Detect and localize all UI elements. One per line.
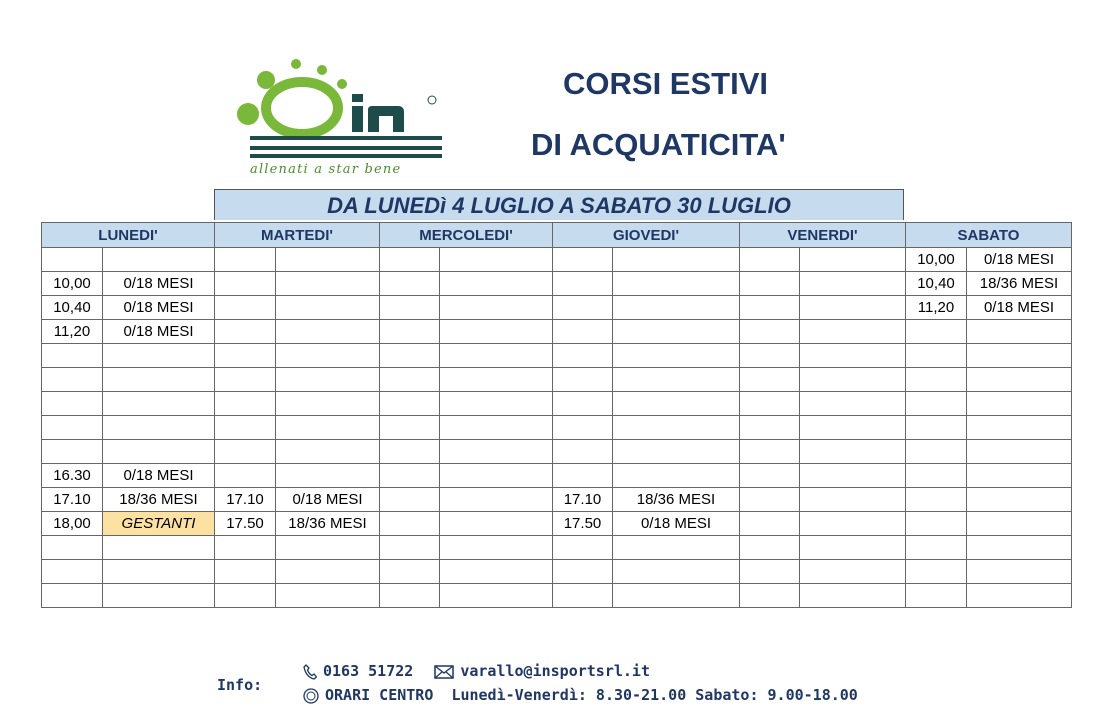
table-row <box>42 584 1072 608</box>
time-cell <box>906 440 967 464</box>
time-cell <box>42 560 103 584</box>
day-header: VENERDI' <box>740 223 906 248</box>
course-cell <box>276 416 380 440</box>
course-cell <box>800 416 906 440</box>
day-header: MERCOLEDI' <box>380 223 553 248</box>
phone-number[interactable]: 0163 51722 <box>323 662 414 680</box>
time-cell <box>380 392 440 416</box>
course-cell <box>276 464 380 488</box>
course-cell <box>276 296 380 320</box>
time-cell <box>553 368 613 392</box>
table-row <box>42 272 1072 296</box>
course-cell <box>276 440 380 464</box>
time-cell <box>42 248 103 272</box>
time-cell: 17.10 <box>215 488 276 512</box>
course-cell: 18/36 MESI <box>103 488 215 512</box>
course-cell <box>613 344 740 368</box>
time-cell <box>740 392 800 416</box>
time-cell <box>740 584 800 608</box>
course-cell: 0/18 MESI <box>103 464 215 488</box>
time-cell <box>740 536 800 560</box>
course-cell <box>103 392 215 416</box>
course-cell <box>440 440 553 464</box>
time-cell <box>215 536 276 560</box>
time-cell <box>740 512 800 536</box>
course-cell <box>440 392 553 416</box>
course-cell <box>800 392 906 416</box>
course-cell <box>440 248 553 272</box>
table-row <box>42 368 1072 392</box>
course-cell <box>440 560 553 584</box>
logo-graphic <box>236 56 448 160</box>
course-cell <box>967 344 1072 368</box>
course-cell <box>800 320 906 344</box>
course-cell <box>613 248 740 272</box>
course-cell: 0/18 MESI <box>967 248 1072 272</box>
time-cell: 17.10 <box>553 488 613 512</box>
time-cell <box>740 296 800 320</box>
time-cell <box>906 416 967 440</box>
time-cell <box>740 320 800 344</box>
time-cell <box>740 272 800 296</box>
course-cell: 18/36 MESI <box>613 488 740 512</box>
time-cell <box>740 440 800 464</box>
hours-line <box>303 686 858 704</box>
course-cell: 0/18 MESI <box>967 296 1072 320</box>
time-cell <box>906 512 967 536</box>
time-cell <box>906 368 967 392</box>
time-cell <box>215 440 276 464</box>
time-cell <box>740 248 800 272</box>
time-cell <box>553 440 613 464</box>
email-address[interactable]: varallo@insportsrl.it <box>460 662 650 680</box>
course-cell <box>103 584 215 608</box>
time-cell <box>42 392 103 416</box>
time-cell <box>906 320 967 344</box>
time-cell: 10,40 <box>42 296 103 320</box>
time-cell: 11,20 <box>42 320 103 344</box>
time-cell <box>553 272 613 296</box>
time-cell <box>380 416 440 440</box>
course-cell <box>800 296 906 320</box>
time-cell <box>380 368 440 392</box>
hours-label: ORARI CENTRO <box>325 686 434 704</box>
time-cell <box>215 344 276 368</box>
course-cell <box>440 368 553 392</box>
time-cell <box>215 248 276 272</box>
course-cell <box>103 440 215 464</box>
time-cell <box>906 560 967 584</box>
time-cell <box>215 272 276 296</box>
course-cell <box>440 416 553 440</box>
course-cell <box>967 488 1072 512</box>
time-cell <box>553 584 613 608</box>
table-row <box>42 440 1072 464</box>
table-row <box>42 488 1072 512</box>
course-cell <box>613 464 740 488</box>
time-cell <box>42 440 103 464</box>
course-cell <box>800 368 906 392</box>
time-cell <box>553 344 613 368</box>
course-cell <box>613 440 740 464</box>
time-cell <box>380 272 440 296</box>
course-cell: 0/18 MESI <box>276 488 380 512</box>
table-row <box>42 392 1072 416</box>
course-cell <box>276 368 380 392</box>
logo-tagline: allenati a star bene <box>250 162 402 177</box>
course-cell <box>967 464 1072 488</box>
time-cell <box>215 392 276 416</box>
course-cell <box>103 416 215 440</box>
time-cell <box>42 416 103 440</box>
course-cell <box>800 440 906 464</box>
course-cell <box>613 560 740 584</box>
course-cell: 18/36 MESI <box>276 512 380 536</box>
time-cell: 16.30 <box>42 464 103 488</box>
time-cell <box>380 584 440 608</box>
course-cell: 0/18 MESI <box>613 512 740 536</box>
course-cell <box>613 416 740 440</box>
table-row <box>42 344 1072 368</box>
time-cell <box>380 248 440 272</box>
info-label: Info: <box>217 676 263 694</box>
course-cell <box>613 392 740 416</box>
course-cell <box>276 392 380 416</box>
table-row <box>42 512 1072 536</box>
time-cell <box>380 296 440 320</box>
course-cell <box>967 368 1072 392</box>
time-cell: 17.50 <box>553 512 613 536</box>
course-cell <box>276 272 380 296</box>
time-cell <box>215 296 276 320</box>
time-cell: 10,00 <box>42 272 103 296</box>
course-cell <box>440 464 553 488</box>
table-row <box>42 248 1072 272</box>
course-cell <box>613 320 740 344</box>
table-row <box>42 416 1072 440</box>
time-cell <box>906 584 967 608</box>
time-cell <box>380 464 440 488</box>
course-cell: 0/18 MESI <box>103 320 215 344</box>
course-cell: 0/18 MESI <box>103 272 215 296</box>
course-cell <box>967 536 1072 560</box>
course-cell <box>276 248 380 272</box>
course-cell <box>800 560 906 584</box>
table-row <box>42 560 1072 584</box>
course-cell <box>276 536 380 560</box>
course-cell <box>103 560 215 584</box>
table-row <box>42 464 1072 488</box>
time-cell <box>380 320 440 344</box>
course-cell: 18/36 MESI <box>967 272 1072 296</box>
course-cell <box>967 512 1072 536</box>
course-cell <box>276 344 380 368</box>
time-cell <box>553 248 613 272</box>
course-cell <box>800 344 906 368</box>
time-cell: 18,00 <box>42 512 103 536</box>
schedule-table <box>41 222 1072 608</box>
course-cell <box>440 320 553 344</box>
time-cell <box>42 344 103 368</box>
course-cell <box>276 584 380 608</box>
course-cell <box>276 560 380 584</box>
course-cell <box>967 560 1072 584</box>
course-cell <box>613 272 740 296</box>
time-cell <box>553 416 613 440</box>
course-cell <box>800 512 906 536</box>
time-cell <box>740 464 800 488</box>
course-cell <box>103 536 215 560</box>
day-header: SABATO <box>906 223 1072 248</box>
time-cell <box>380 344 440 368</box>
time-cell <box>906 392 967 416</box>
page-title-line-1: CORSI ESTIVI <box>563 66 768 101</box>
time-cell <box>553 320 613 344</box>
mail-icon <box>434 665 454 679</box>
time-cell <box>740 560 800 584</box>
course-cell <box>103 344 215 368</box>
time-cell <box>42 536 103 560</box>
table-row <box>42 296 1072 320</box>
table-row <box>42 320 1072 344</box>
time-cell <box>553 464 613 488</box>
time-cell: 10,40 <box>906 272 967 296</box>
course-cell <box>967 320 1072 344</box>
time-cell <box>215 560 276 584</box>
insport-logo <box>236 56 448 180</box>
time-cell <box>380 512 440 536</box>
time-cell <box>380 440 440 464</box>
time-cell <box>215 320 276 344</box>
course-cell <box>613 296 740 320</box>
course-cell <box>800 248 906 272</box>
course-cell <box>967 440 1072 464</box>
course-cell <box>967 392 1072 416</box>
time-cell <box>553 296 613 320</box>
time-cell <box>906 536 967 560</box>
page-title-line-2: DI ACQUATICITA' <box>531 127 786 162</box>
time-cell <box>215 368 276 392</box>
day-header: MARTEDI' <box>215 223 380 248</box>
day-header: GIOVEDI' <box>553 223 740 248</box>
time-cell <box>553 392 613 416</box>
day-header: LUNEDI' <box>42 223 215 248</box>
time-cell <box>215 464 276 488</box>
time-cell <box>42 584 103 608</box>
time-cell: 11,20 <box>906 296 967 320</box>
day-header-row <box>42 223 1072 248</box>
time-cell <box>380 560 440 584</box>
course-cell <box>440 488 553 512</box>
time-cell <box>740 488 800 512</box>
course-cell <box>440 344 553 368</box>
time-cell <box>906 464 967 488</box>
time-cell <box>906 488 967 512</box>
time-cell <box>380 536 440 560</box>
course-cell: GESTANTI <box>103 512 215 536</box>
course-cell <box>967 584 1072 608</box>
course-cell <box>103 368 215 392</box>
course-cell <box>440 272 553 296</box>
course-cell <box>800 584 906 608</box>
course-cell <box>800 464 906 488</box>
course-cell <box>800 272 906 296</box>
time-cell <box>215 416 276 440</box>
time-cell <box>553 560 613 584</box>
course-cell <box>440 296 553 320</box>
opening-hours: Lunedì-Venerdì: 8.30-21.00 Sabato: 9.00-18.00 <box>451 686 858 704</box>
course-cell <box>440 584 553 608</box>
table-row <box>42 536 1072 560</box>
time-cell: 17.50 <box>215 512 276 536</box>
course-cell <box>276 320 380 344</box>
contact-line <box>303 662 650 680</box>
course-cell <box>967 416 1072 440</box>
time-cell <box>42 368 103 392</box>
time-cell <box>740 368 800 392</box>
time-cell <box>215 584 276 608</box>
course-cell <box>800 488 906 512</box>
time-cell <box>740 416 800 440</box>
course-cell <box>613 536 740 560</box>
course-cell <box>613 368 740 392</box>
course-cell: 0/18 MESI <box>103 296 215 320</box>
course-cell <box>800 536 906 560</box>
clock-icon <box>303 688 319 704</box>
time-cell <box>740 344 800 368</box>
course-cell <box>613 584 740 608</box>
date-range-banner: DA LUNEDì 4 LUGLIO A SABATO 30 LUGLIO <box>214 189 904 220</box>
course-cell <box>103 248 215 272</box>
course-cell <box>440 536 553 560</box>
time-cell: 17.10 <box>42 488 103 512</box>
time-cell: 10,00 <box>906 248 967 272</box>
time-cell <box>380 488 440 512</box>
time-cell <box>906 344 967 368</box>
course-cell <box>440 512 553 536</box>
phone-icon <box>303 664 317 680</box>
time-cell <box>553 536 613 560</box>
